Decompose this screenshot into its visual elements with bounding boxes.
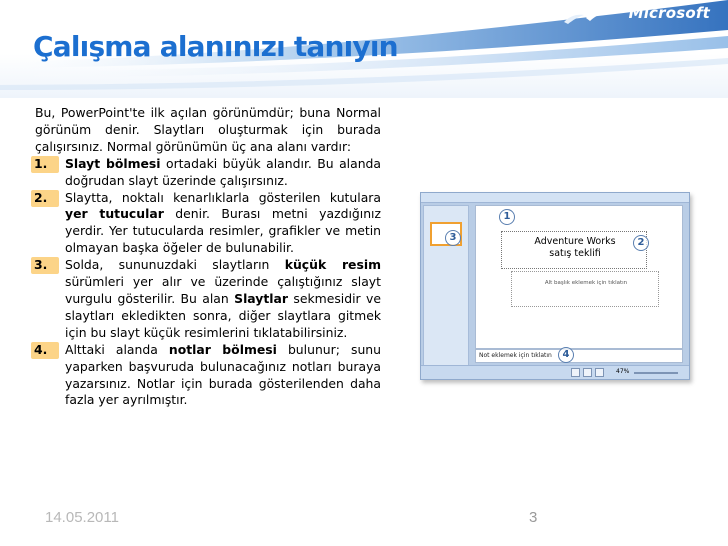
numbered-list [35,156,381,410]
title-placeholder-text [502,236,648,260]
subtitle-placeholder [511,271,659,307]
slide-number: 3 [529,509,538,526]
list-item [35,156,381,190]
emphasis: Slayt bölmesi [65,155,161,171]
title-line-2: satış teklifi [549,248,601,259]
normal-view-icon [571,368,580,377]
intro-paragraph: Bu, PowerPoint'te ilk açılan görünümdür; buna Normal görünüm denir. Slaytları oluşturmak için burada çalışırsınız. Normal görünümün üç ana alanı vardır: [35,105,381,154]
callout-1: 1 [499,209,515,225]
brand-area [478,0,728,32]
callout-4: 4 [558,347,574,363]
body-text [35,105,381,409]
list-number: 2. [31,190,59,207]
emphasis: küçük resim [284,257,381,273]
item-text: bulunur; sunu yaparken başvuruda bulunacağınız notları buraya yazarsınız. Notlar için burada gösterilenden daha fazla yer ayrılmıştır. [65,341,382,408]
emphasis: yer tutucular [65,206,164,222]
list-item [35,257,381,342]
zoom-level: 47% [616,368,630,375]
item-text: Slaytta, noktalı kenarlıklarla gösterilen kutulara [65,189,381,205]
list-number: 3. [31,257,59,274]
page-title: Çalışma alanınızı tanıyın [33,30,398,63]
slideshow-icon [595,368,604,377]
callout-2: 2 [633,235,649,251]
slides-pane [423,205,469,367]
zoom-controls [571,368,681,378]
slide-sorter-icon [583,368,592,377]
footer-fade [545,500,728,546]
item-text: denir. Burası metni yazdığınız yerdir. Yer tutucularda resimler, grafikler ve metin olmayan başka öğeler de bulunabilir. [65,206,381,256]
list-number: 1. [31,156,59,173]
powerpoint-screenshot [420,192,690,380]
screenshot-toolbar [421,193,690,203]
emphasis: notlar bölmesi [168,341,277,357]
subtitle-placeholder-text: Alt başlık eklemek için tıklatın [544,280,628,286]
title-placeholder [501,231,647,269]
list-item [35,190,381,258]
brand-name: Microsoft [628,4,710,22]
notes-placeholder-text: Not eklemek için tıklatın [479,352,552,359]
bird-logo-icon [562,6,622,26]
emphasis: Slaytlar [234,290,289,306]
list-number: 4. [31,342,59,359]
item-text: Alttaki alanda [65,341,169,357]
callout-3: 3 [445,230,461,246]
item-text: Solda, sununuzdaki slaytların [65,257,285,273]
item-text: sekmesidir ve slaytları ekledikten sonra, diğer slaytlara gitmek için bu slayt küçük resimlerini tıklatabilirsiniz. [65,290,381,340]
item-text: sürümleri yer alır ve üzerinde çalıştığınız slayt vurgulu gösterilir. Bu alan [65,274,381,306]
title-line-1: Adventure Works [534,236,616,247]
list-item [35,342,381,410]
zoom-slider [634,372,678,374]
slide-header [0,0,728,98]
item-text: ortadaki büyük alandır. Bu alanda doğrudan slayt üzerinde çalışırsınız. [65,155,382,188]
notes-pane [475,349,683,363]
footer-date: 14.05.2011 [45,509,119,526]
